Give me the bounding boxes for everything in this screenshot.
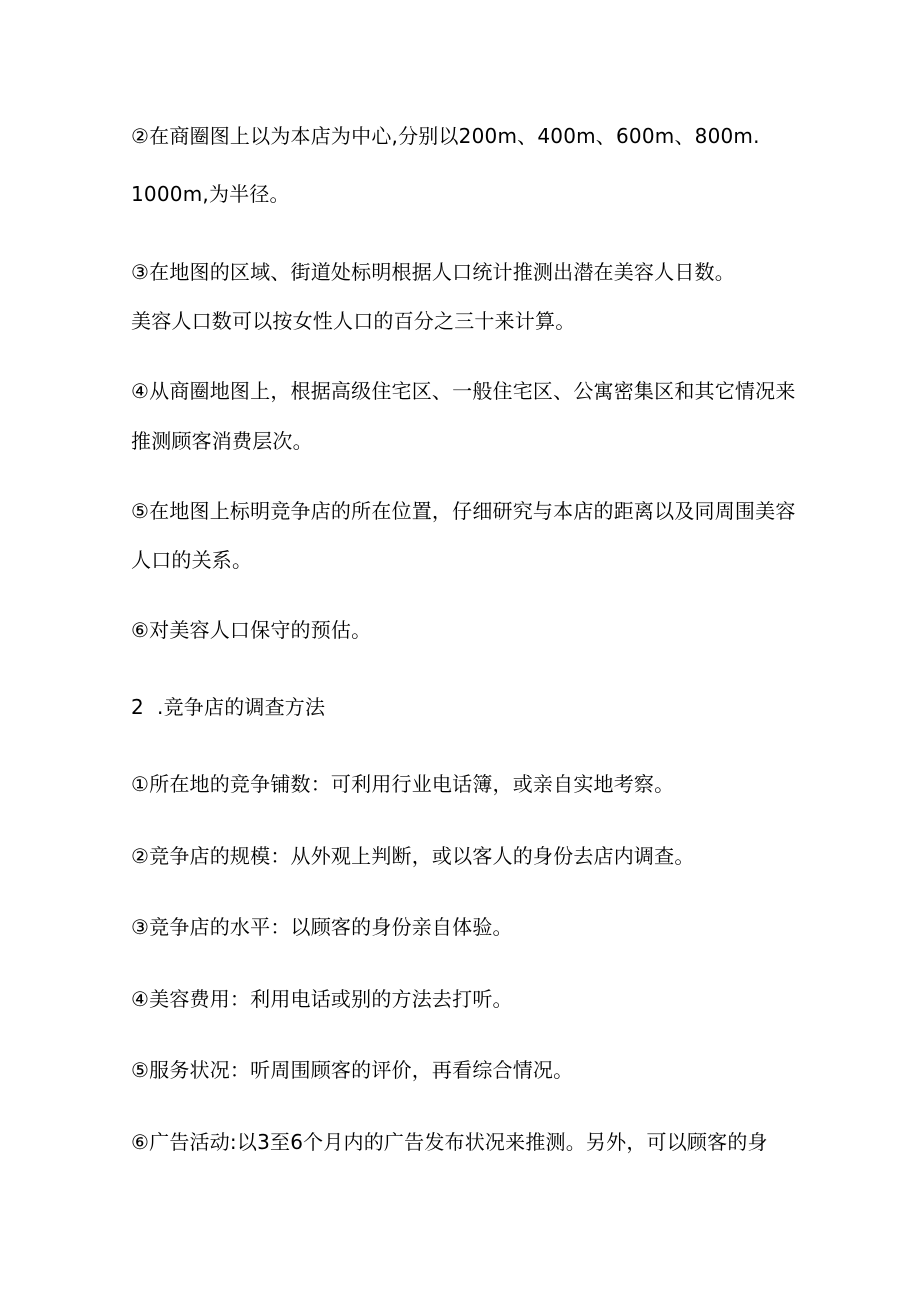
text-line: ②在商圈图上以为本店为中心,分别以200m、400m、600m、800m. xyxy=(131,124,760,148)
text-line: 人口的关系。 xyxy=(131,548,253,572)
text-line: ⑥广告活动:以3至6个月内的广告发布状况来推测。另外，可以顾客的身 xyxy=(131,1130,768,1154)
text-line: ①所在地的竞争铺数：可利用行业电话簿，或亲自实地考察。 xyxy=(131,772,675,796)
text-line: ③竞争店的水平：以顾客的身份亲自体验。 xyxy=(131,915,513,939)
section-heading: 2 .竞争店的调查方法 xyxy=(131,695,326,719)
text-line: ③在地图的区域、街道处标明根据人口统计推测出潜在美容人日数。 xyxy=(131,260,735,284)
text-line: ⑤服务状况：听周围顾客的评价，再看综合情况。 xyxy=(131,1058,574,1082)
text-line: ②竞争店的规模：从外观上判断，或以客人的身份去店内调查。 xyxy=(131,844,695,868)
text-line: ⑥对美容人口保守的预估。 xyxy=(131,618,372,642)
text-line: ⑤在地图上标明竞争店的所在位置，仔细研究与本店的距离以及同周围美容 xyxy=(131,499,796,523)
text-line: 1000m,为半径。 xyxy=(131,182,290,206)
text-line: 美容人口数可以按女性人口的百分之三十来计算。 xyxy=(131,309,576,333)
text-line: ④美容费用：利用电话或别的方法去打听。 xyxy=(131,987,513,1011)
text-line: 推测顾客消费层次。 xyxy=(131,429,313,453)
text-line: ④从商圈地图上，根据高级住宅区、一般住宅区、公寓密集区和其它情况来 xyxy=(131,379,796,403)
